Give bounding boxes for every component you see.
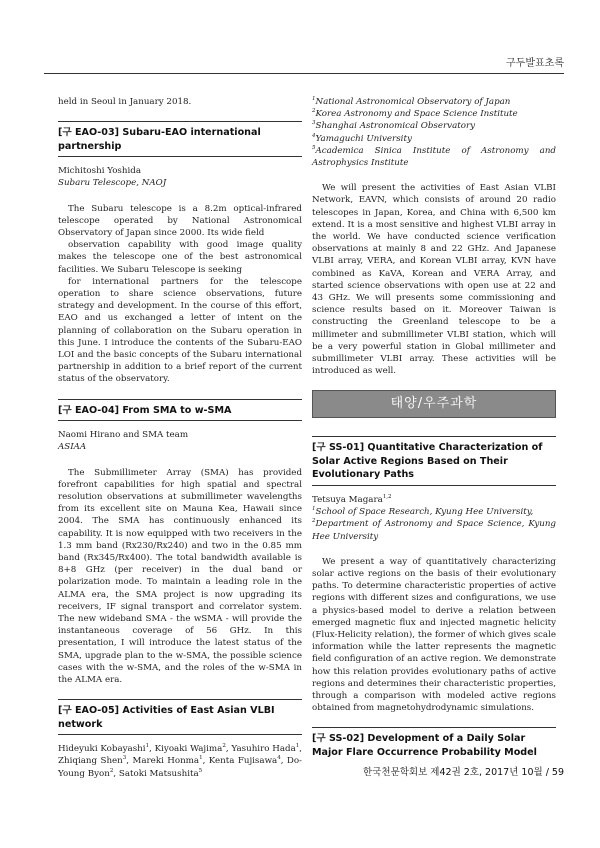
affiliation-sup: 4 [312,132,316,139]
author-sup: 1 [295,743,300,750]
eao05-affiliations [312,96,556,169]
abstract-paragraph: We will present the activities of East Asian VLBI Network, EAVN, which consists of around 20 radio telescopes in Japan, Korea, and China with 6,500 km extend. It is a most sensitive and highest VLBI array in the world. We have conducted science verification observations at mainly 8 and 22 GHz. And Japanese VLBI array, VERA, and Korean VLBI array, KVN have combined as KaVA, Korean and VERA Array, and started science observations with open use at 22 and 43 GHz. We will presents some commissioning and science results based on it. Moreover Taiwan is constructing the Greenland telescope to be a millimeter and submillimeter VLBI station, which will be a very powerful station in Global millimeter and submillimeter VLBI array. These activities will be introduced as well. [312,183,556,377]
affiliation-sup: 2 [312,108,316,115]
affiliation-sup: 5 [312,144,316,151]
author-sup: 1 [145,743,150,750]
affiliation-sup: 1 [312,96,316,103]
header-rule [44,73,564,74]
author-sup: 1,2 [382,494,392,501]
author-sep: , [225,744,232,755]
author-name: Satoki Matsushita [118,768,199,779]
author-name: Tetsuya Magara [312,494,383,505]
section-banner: 태양/우주과학 [312,390,556,418]
right-column [312,96,556,762]
author-line: Michitoshi Yoshida [58,166,142,177]
affiliation-text: National Astronomical Observatory of Japan [315,97,511,107]
affiliation-line [312,108,556,120]
author-name: Hideyuki Kobayashi [58,744,146,755]
affiliation-line [312,133,556,145]
affiliation-sup: 1 [312,506,316,513]
left-column [58,96,302,780]
author-name: Kiyoaki Wajima [154,744,223,755]
carry-over-text: held in Seoul in January 2018. [58,97,192,107]
abstract-paragraph: The Subaru telescope is a 8.2m optical-infrared telescope operated by National Astronomical Observatory of Japan since 2000. Its wide field [58,203,302,239]
author-name: Yasuhiro Hada [231,744,296,755]
section-tag: 구두발표초록 [506,58,564,69]
page-footer: 한국천문학회보 제42권 2호, 2017년 10월 / 59 [363,767,564,778]
author-sep: , [280,756,287,767]
abstract-paragraph: We present a way of quantitatively characterizing solar active regions on the basis of their evolutionary paths. To determine characteristic properties of active regions with different sizes and configurations, we use a physics-based model to derive a relation between emerged magnetic flux and injected magnetic helicity (Flux-Helicity relation), the former of which gives scale information while the latter represents the magnetic field configuration of an active region. We demonstrate how this relation provides evolutionary paths of active regions and determines their characteristic properties, through a comparison with modeled active regions obtained from magnetohydrodynamic simulations. [312,556,556,714]
author-sup: 5 [198,767,203,774]
author-sep: , [126,756,133,767]
abstract-eao04 [58,399,302,687]
abstract-paragraph: observation capability with good image quality makes the telescope one of the best astronomical facilities. We Subaru Telescope is seeking [58,240,302,275]
author-name: Mareki Honma [132,756,200,767]
affiliation-text: Korea Astronomy and Space Science Institute [315,109,518,120]
abstract-title: [구 EAO-03] Subaru-EAO international partnership [58,121,302,157]
abstract-eao03 [58,121,302,385]
author-sup: 4 [277,755,281,762]
author-sup: 2 [222,743,226,750]
abstract-title: [구 EAO-04] From SMA to w-SMA [58,399,302,422]
author-sep: , [299,744,303,755]
abstract-title: [구 SS-01] Quantitative Characterization of Solar Active Regions Based on Their Evolutionary Paths [312,436,556,486]
affiliation-text: Department of Astronomy and Space Science, Kyung Hee University [312,519,556,542]
author-name: Zhiqiang Shen [58,756,123,767]
author-sup: 2 [109,767,114,774]
author-line [312,494,556,506]
affiliation-line: Subaru Telescope, NAOJ [58,178,167,189]
abstract-title: [구 EAO-05] Activities of East Asian VLBI network [58,699,302,735]
author-sup: 3 [122,755,127,762]
author-name: Kenta Fujisawa [208,756,278,767]
author-list [58,743,302,780]
affiliation-line [312,145,556,169]
affiliation-line: ASIAA [58,442,87,453]
abstract-eao05 [58,699,302,780]
abstract-title: [구 SS-02] Development of a Daily Solar Major Flare Occurrence Probability Model [312,727,556,762]
affiliation-line [312,120,556,132]
author-sep: , [113,768,119,779]
abstract-paragraph: The Submillimeter Array (SMA) has provided forefront capabilities for high spatial and spectral resolution observations at submillimeter wavelengths from its excellent site on Mauna Kea, Hawaii since 2004. The SMA has continuously enhanced its capability. It is now equipped with two receivers in the 1.3 mm band (Rx230/Rx240) and two in the 0.85 mm band (Rx345/Rx400). The total bandwidth available is 8+8 GHz (per receiver) in the dual band or polarization mode. To maintain a leading role in the ALMA era, the SMA project is now upgrading its receivers, IF signal transport and correlator system. The new wideband SMA - the wSMA - will provide the instantaneous coverage of 56 GHz. In this presentation, I will introduce the latest status of the SMA, upgrade plan to the w-SMA, the possible science cases with the w-SMA, and the roles of the w-SMA in the ALMA era. [58,467,302,686]
affiliation-text: Yamaguchi University [315,133,412,144]
affiliation-sup: 2 [312,518,316,525]
affiliation-sup: 3 [312,120,316,127]
affiliation-text: School of Space Research, Kyung Hee University, [315,507,534,518]
abstract-ss02 [312,727,556,762]
author-line: Naomi Hirano and SMA team [58,430,189,441]
affiliation-line [312,96,556,108]
author-sep: , [202,756,209,767]
abstract-ss01 [312,436,556,714]
author-sup: 1 [199,755,203,762]
author-sep: , [149,744,155,755]
affiliation-line [312,506,556,518]
affiliation-text: Academica Sinica Institute of Astronomy and Astrophysics Institute [312,145,556,169]
author-name: Do-Young Byon [58,756,302,779]
abstract-paragraph: for international partners for the telescope operation to share science observations, future strategy and development. In the course of this effort, EAO and us exchanged a letter of intent on the planning of collaboration on the Subaru operation in this June. I introduce the contents of the Subaru-EAO LOI and the basic concepts of the Subaru international partnership in addition to a brief report of the current status of the observatory. [58,276,302,385]
affiliation-line [312,518,556,542]
affiliation-text: Shanghai Astronomical Observatory [315,121,476,132]
